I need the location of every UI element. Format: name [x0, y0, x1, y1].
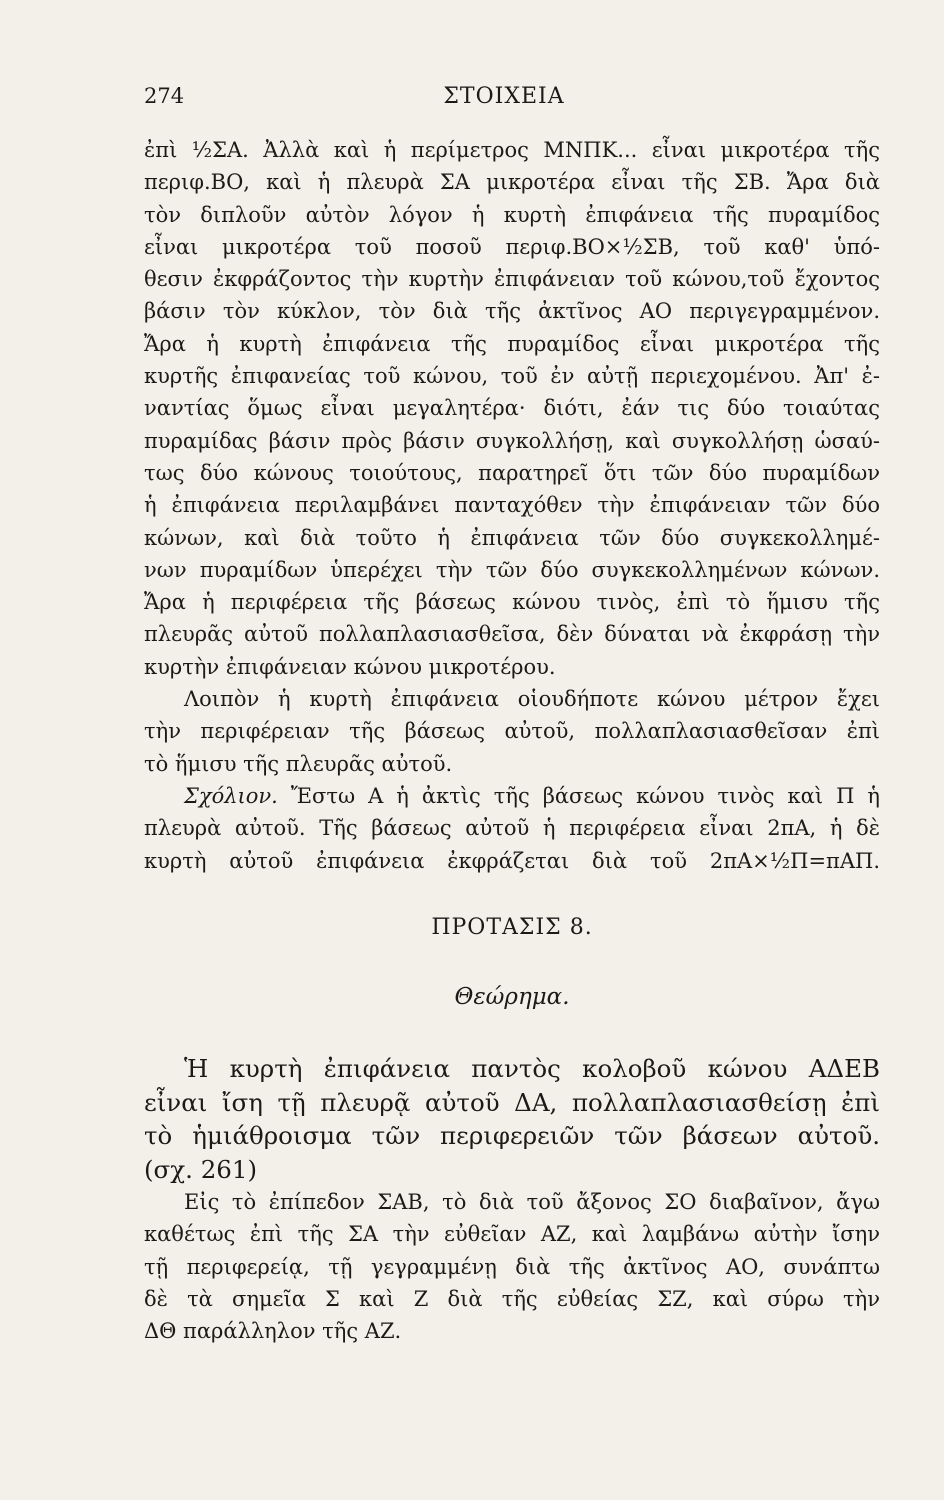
text-line: περιφ.ΒΟ, καὶ ἡ πλευρὰ ΣΑ μικροτέρα εἶναι τῆς ΣΒ. Ἄρα διὰ [144, 170, 880, 195]
enunciation-line: Ἡ κυρτὴ ἐπιφάνεια παντὸς κολοβοῦ κώνου ΑΔΕΒ [184, 1054, 880, 1083]
text-line: κυρτὴ αὐτοῦ ἐπιφάνεια ἐκφράζεται διὰ τοῦ 2πΑ×½Π=πΑΠ. [144, 848, 880, 873]
scholium-text: Ἔστω Α ἡ ἀκτὶς τῆς βάσεως κώνου τινὸς καὶ Π ἡ [290, 783, 880, 808]
enunciation-line: τὸ ἡμιάθροισμα τῶν περιφερειῶν τῶν βάσεων αὐτοῦ. [144, 1121, 880, 1151]
proof-line: καθέτως ἐπὶ τῆς ΣΑ τὴν εὐθεῖαν ΑΖ, καὶ λαμβάνω αὐτὴν ἴσην [144, 1222, 880, 1247]
text-line: Ἄρα ἡ περιφέρεια τῆς βάσεως κώνου τινὸς, ἐπὶ τὸ ἥμισυ τῆς [144, 590, 880, 615]
text-line: Ἄρα ἡ κυρτὴ ἐπιφάνεια τῆς πυραμίδος εἶναι μικροτέρα τῆς [144, 331, 880, 356]
enunciation-line: (σχ. 261) [144, 1154, 258, 1184]
body-text [144, 134, 880, 877]
text-line: τως δύο κώνους τοιούτους, παρατηρεῖ ὅτι τῶν δύο πυραμίδων [144, 460, 880, 485]
theorem-label: Θεώρημα. [454, 984, 570, 1010]
page-header [144, 84, 864, 116]
text-line: θεσιν ἐκφράζοντος τὴν κυρτὴν ἐπιφάνειαν τοῦ κώνου,τοῦ ἔχοντος [144, 267, 880, 292]
text-line: πλευρᾶς αὐτοῦ πολλαπλασιασθεῖσα, δὲν δύναται νὰ ἐκφράσῃ τὴν [144, 622, 880, 647]
proposition-title: ΠΡΟΤΑΣΙΣ 8. [431, 915, 593, 940]
enunciation-line: εἶναι ἴση τῇ πλευρᾷ αὐτοῦ ΔΑ, πολλαπλασιασθείσῃ ἐπὶ [144, 1087, 880, 1117]
text-line: βάσιν τὸν κύκλον, τὸν διὰ τῆς ἀκτῖνος ΑΟ περιγεγραμμένον. [144, 299, 880, 324]
text-line: νων πυραμίδων ὑπερέχει τὴν τῶν δύο συγκεκολλημένων κώνων. [144, 557, 880, 582]
text-line: Λοιπὸν ἡ κυρτὴ ἐπιφάνεια οἱουδήποτε κώνου μέτρον ἔχει [184, 687, 880, 712]
text-line: τὸ ἥμισυ τῆς πλευρᾶς αὐτοῦ. [144, 751, 453, 776]
text-line: εἶναι μικροτέρα τοῦ ποσοῦ περιφ.ΒΟ×½ΣΒ, τοῦ καθ' ὑπό- [144, 234, 880, 259]
text-line: κυρτὴν ἐπιφάνειαν κώνου μικροτέρου. [144, 654, 556, 679]
running-title: ΣΤΟΙΧΕΙΑ [443, 84, 565, 109]
text-line: ἐπὶ ½ΣΑ. Ἀλλὰ καὶ ἡ περίμετρος ΜΝΠΚ... εἶναι μικροτέρα τῆς [144, 138, 880, 162]
text-line: πλευρὰ αὐτοῦ. Τῆς βάσεως αὐτοῦ ἡ περιφέρεια εἶναι 2πΑ, ἡ δὲ [144, 816, 880, 841]
scholium-line [144, 780, 880, 812]
text-line: κώνων, καὶ διὰ τοῦτο ἡ ἐπιφάνεια τῶν δύο συγκεκολλημέ- [144, 525, 880, 550]
proof-line: δὲ τὰ σημεῖα Σ καὶ Ζ διὰ τῆς εὐθείας ΣΖ, καὶ σύρω τὴν [144, 1286, 880, 1311]
text-line: τὴν περιφέρειαν τῆς βάσεως αὐτοῦ, πολλαπλασιασθεῖσαν ἐπὶ [144, 719, 880, 744]
proof-line: Εἰς τὸ ἐπίπεδον ΣΑΒ, τὸ διὰ τοῦ ἄξονος ΣΟ διαβαῖνον, ἄγω [184, 1190, 880, 1214]
proof-line: τῇ περιφερείᾳ, τῇ γεγραμμένῃ διὰ τῆς ἀκτῖνος ΑΟ, συνάπτω [144, 1254, 880, 1279]
text-line: κυρτῆς ἐπιφανείας τοῦ κώνου, τοῦ ἐν αὐτῇ περιεχομένου. Ἀπ' ἐ- [144, 364, 880, 389]
theorem-enunciation [144, 1052, 880, 1186]
page-number: 274 [144, 84, 185, 108]
text-line: ναντίας ὅμως εἶναι μεγαλητέρα· διότι, ἐάν τις δύο τοιαύτας [144, 396, 880, 421]
proof-line: ΔΘ παράλληλον τῆς ΑΖ. [144, 1319, 402, 1344]
text-line: τὸν διπλοῦν αὐτὸν λόγον ἡ κυρτὴ ἐπιφάνεια τῆς πυραμίδος [144, 202, 880, 227]
text-line: ἡ ἐπιφάνεια περιλαμβάνει πανταχόθεν τὴν ἐπιφάνειαν τῶν δύο [144, 493, 880, 518]
text-line: πυραμίδας βάσιν πρὸς βάσιν συγκολλήσῃ, καὶ συγκολλήσῃ ὡσαύ- [144, 428, 880, 453]
proof-text [144, 1186, 880, 1347]
scholium-label: Σχόλιον. [184, 783, 278, 808]
